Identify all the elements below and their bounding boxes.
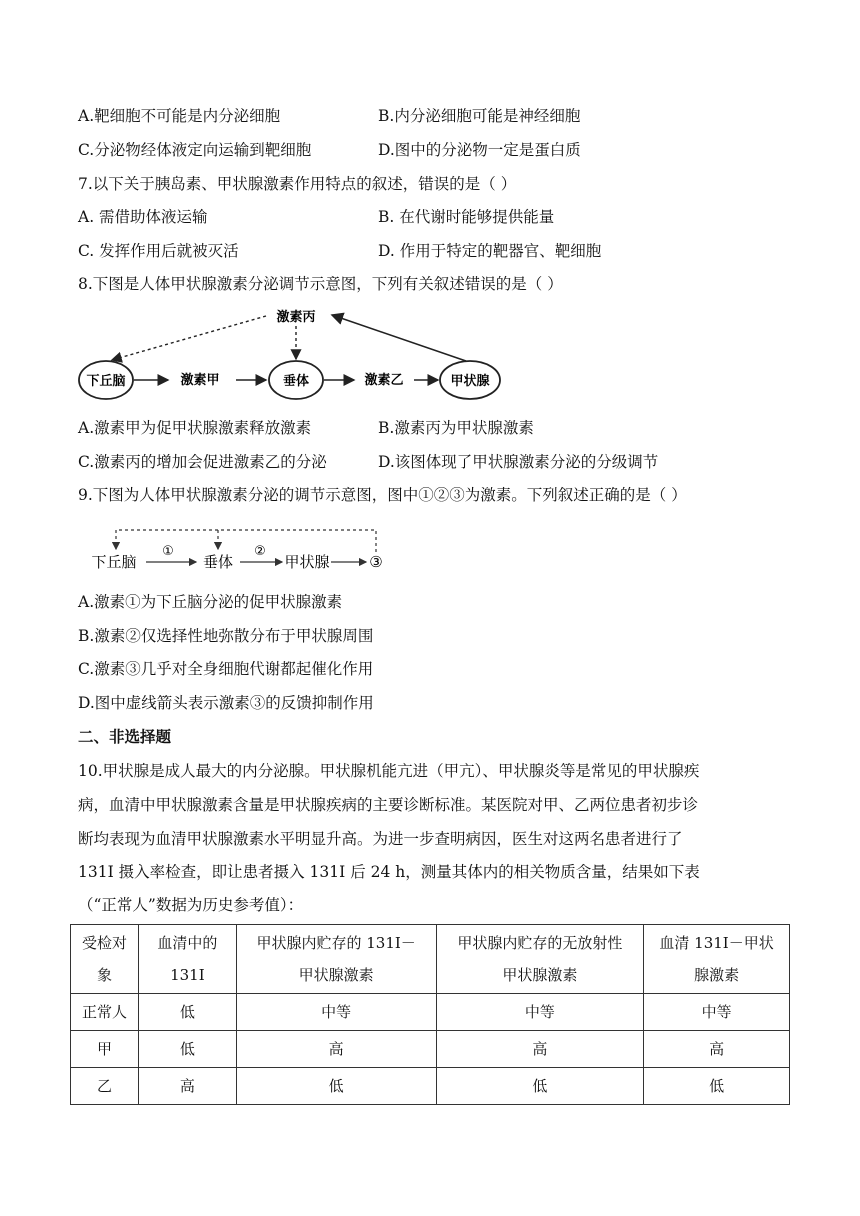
q9-regulation-diagram — [86, 524, 396, 574]
q8-node-thyroid-label: 甲状腺 — [450, 374, 490, 389]
q8-node-pituitary-label: 垂体 — [282, 374, 310, 389]
header-line: 甲状腺内贮存的无放射性 — [457, 934, 623, 952]
header-line: 甲状腺内贮存的 131I－ — [256, 934, 416, 952]
q8-dashed-arrow-to-hypothalamus — [112, 316, 266, 360]
table-header-cell — [644, 925, 790, 994]
q9-option-c: C.激素③几乎对全身细胞代谢都起催化作用 — [78, 660, 374, 678]
q9-option-b: B.激素②仅选择性地弥散分布于甲状腺周围 — [78, 627, 374, 645]
q8-regulation-diagram — [76, 304, 516, 404]
table-cell: 高 — [644, 1031, 790, 1068]
q8-option-b: B.激素丙为甲状腺激素 — [378, 419, 534, 437]
table-header-cell — [236, 925, 436, 994]
q8-option-c: C.激素丙的增加会促进激素乙的分泌 — [78, 453, 327, 471]
header-line: 象 — [96, 966, 112, 984]
table-row — [71, 1031, 790, 1068]
q9-label-3: ③ — [369, 553, 383, 571]
section-heading: 二、非选择题 — [78, 728, 172, 746]
q8-label-hormone-a: 激素甲 — [180, 373, 220, 388]
header-line: 腺激素 — [694, 966, 740, 984]
q6-option-b: B.内分泌细胞可能是神经细胞 — [378, 107, 581, 125]
table-row — [71, 1068, 790, 1105]
q10-result-table — [70, 924, 790, 1105]
q9-node-thyroid: 甲状腺 — [284, 553, 330, 571]
q9-label-1: ① — [162, 544, 174, 559]
q6-option-d: D.图中的分泌物一定是蛋白质 — [378, 141, 581, 159]
q9-node-pituitary: 垂体 — [202, 553, 234, 571]
table-cell: 低 — [436, 1068, 644, 1105]
q8-arrow-thyroid-to-c — [332, 315, 466, 361]
q8-label-hormone-b: 激素乙 — [364, 373, 404, 388]
table-header-cell — [138, 925, 236, 994]
q9-option-a: A.激素①为下丘脑分泌的促甲状腺激素 — [78, 593, 343, 611]
q10-line-5: （“正常人”数据为历史参考值）： — [78, 896, 304, 914]
table-cell: 高 — [436, 1031, 644, 1068]
q8-option-a: A.激素甲为促甲状腺激素释放激素 — [78, 419, 312, 437]
q9-stem: 9.下图为人体甲状腺激素分泌的调节示意图，图中①②③为激素。下列叙述正确的是（ ） — [78, 486, 687, 504]
q8-stem: 8.下图是人体甲状腺激素分泌调节示意图，下列有关叙述错误的是（ ） — [78, 275, 563, 293]
q7-option-d: D. 作用于特定的靶器官、靶细胞 — [378, 242, 602, 260]
q7-option-b: B. 在代谢时能够提供能量 — [378, 208, 555, 226]
table-cell: 低 — [236, 1068, 436, 1105]
table-cell: 中等 — [644, 994, 790, 1031]
table-header-row — [71, 925, 790, 994]
table-row — [71, 994, 790, 1031]
table-cell: 正常人 — [71, 994, 139, 1031]
q7-option-a: A. 需借助体液运输 — [78, 208, 208, 226]
q9-option-d: D.图中虚线箭头表示激素③的反馈抑制作用 — [78, 694, 374, 712]
table-cell: 甲 — [71, 1031, 139, 1068]
q6-option-c: C.分泌物经体液定向运输到靶细胞 — [78, 141, 312, 159]
table-header-cell — [436, 925, 644, 994]
q6-option-a: A.靶细胞不可能是内分泌细胞 — [78, 107, 281, 125]
header-line: 131I — [170, 966, 205, 984]
q10-line-4: 131I 摄入率检查，即让患者摄入 131I 后 24 h，测量其体内的相关物质含量，结果如下表 — [78, 863, 700, 881]
header-line: 血清 131I－甲状 — [659, 934, 774, 952]
q10-line-1: 10.甲状腺是成人最大的内分泌腺。甲状腺机能亢进（甲亢）、甲状腺炎等是常见的甲状腺疾 — [78, 762, 700, 780]
q8-label-hormone-c: 激素丙 — [276, 310, 316, 325]
header-line: 血清中的 — [157, 934, 218, 952]
q9-node-hypothalamus: 下丘脑 — [91, 553, 137, 571]
header-line: 甲状腺激素 — [298, 966, 374, 984]
q10-line-2: 病，血清中甲状腺激素含量是甲状腺疾病的主要诊断标准。某医院对甲、乙两位患者初步诊 — [78, 796, 699, 814]
table-cell: 乙 — [71, 1068, 139, 1105]
table-cell: 高 — [138, 1068, 236, 1105]
q7-stem: 7.以下关于胰岛素、甲状腺激素作用特点的叙述，错误的是（ ） — [78, 175, 517, 193]
q7-option-c: C. 发挥作用后就被灭活 — [78, 242, 239, 260]
table-cell: 高 — [236, 1031, 436, 1068]
q9-label-2: ② — [254, 544, 266, 559]
table-cell: 低 — [644, 1068, 790, 1105]
table-header-cell — [71, 925, 139, 994]
q10-line-3: 断均表现为血清甲状腺激素水平明显升高。为进一步查明病因，医生对这两名患者进行了 — [78, 830, 683, 848]
table-cell: 中等 — [236, 994, 436, 1031]
header-line: 甲状腺激素 — [502, 966, 578, 984]
q8-option-d: D.该图体现了甲状腺激素分泌的分级调节 — [378, 453, 659, 471]
table-cell: 低 — [138, 994, 236, 1031]
table-cell: 低 — [138, 1031, 236, 1068]
header-line: 受检对 — [81, 934, 127, 952]
table-cell: 中等 — [436, 994, 644, 1031]
q9-dashed-feedback-line — [116, 530, 376, 552]
q8-node-hypothalamus-label: 下丘脑 — [86, 374, 126, 389]
